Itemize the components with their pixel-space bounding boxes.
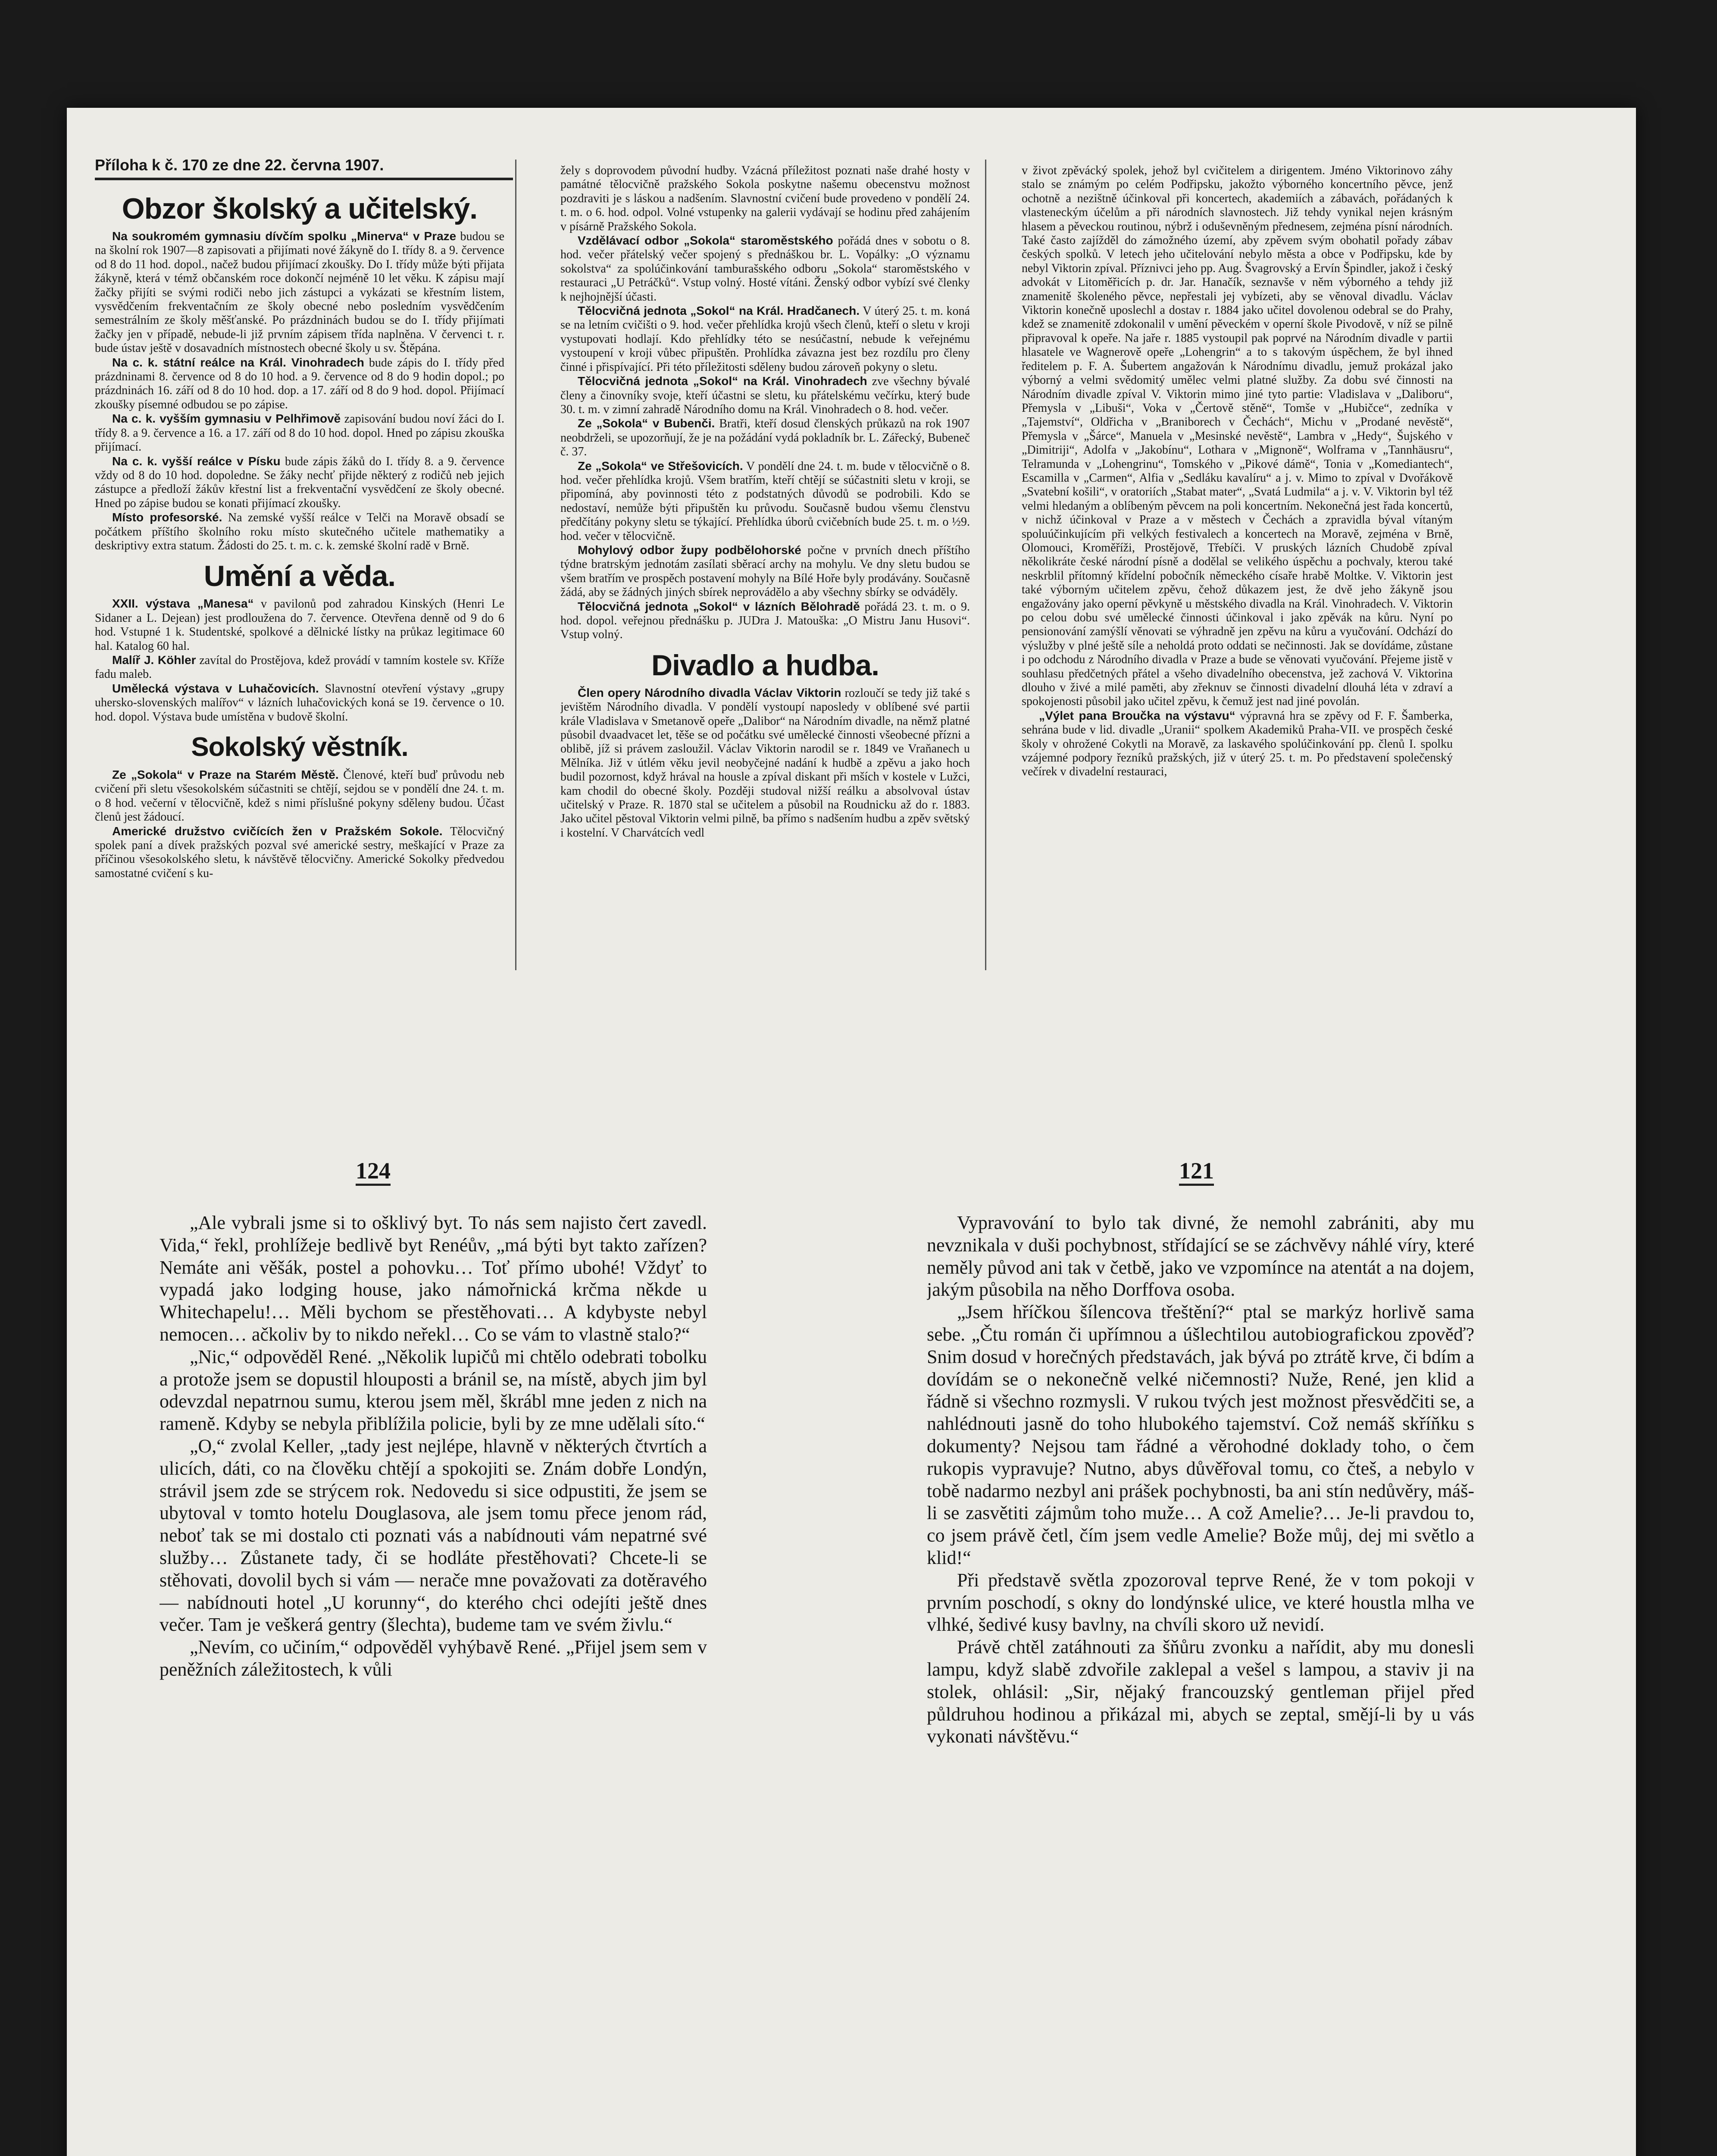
article: Ze „Sokola“ v Praze na Starém Městě. Členové, kteří buď průvodu neb cvičení při sletu všesokolském súčastniti se chtějí, sejdou se v pondělí dne 24. t. m. o 8 hod. večerní v tělocvičně, kdež s nimi příslušné pokyny sděleny budou. Účast členů jest žádoucí. — [95, 768, 504, 824]
article: Na c. k. vyšším gymnasiu v Pelhřimově zapisování budou noví žáci do I. třídy 8. a 9. července a 16. a 17. září od 8 do 10 hod. dopol. Hned po zápisu zkouška přijímací. — [95, 412, 504, 454]
article: Tělocvičná jednota „Sokol“ v lázních Bělohradě pořádá 23. t. m. o 9. hod. dopol. veřejnou přednášku p. JUDra J. Matouška: „O Mistru Janu Husovi“. Vstup volný. — [560, 599, 970, 642]
supplement-header: Příloha k č. 170 ze dne 22. června 1907. — [95, 156, 513, 180]
section-title-theatre: Divadlo a hudba. — [651, 649, 879, 682]
article: Člen opery Národního divadla Václav Viktorin rozloučí se tedy již také s jevištěm Národního divadla. V pondělí vystoupí naposledy v oblíbené své partii krále Vladislava v Smetanově opeře „Dalibor“ na Národním divadle, na němž platné působil dvaadvacet let, těše se od počátku své umělecké činnosti všeobecné přízni a oblibě, jíž si právem zasloužil. Václav Viktorin narodil se r. 1849 ve Vraňanech u Mělníka. Již v útlém věku jevil neobyčejné nadání k hudbě a zpěvu a jako hoch budil pozornost, když hrával na housle a zpíval diskant při mších v kostele v Lužci, kam chodil do obecné školy. Později studoval nižší reálku a absolvoval ústav učitelský v Praze. R. 1870 stal se učitelem a působil na Roudnicku až do r. 1883. Jako učitel pěstoval Viktorin velmi pilně, ba přímo s nadšením hudbu a zpěv světský i kostelní. V Charvátcích vedl — [560, 686, 970, 840]
column-divider — [515, 160, 516, 970]
column-2 — [560, 164, 970, 979]
paragraph: „Nevím, co učiním,“ odpověděl vyhýbavě René. „Přijel jsem sem v peněžních záležitostech, k vůli — [160, 1636, 707, 1680]
article: Vzdělávací odbor „Sokola“ staroměstského pořádá dnes v sobotu o 8. hod. večer přátelský večer spojený s přednáškou br. L. Vopálky: „O významu sokolstva“ za spolúčinkování tamburašského odboru „Sokola“ staroměstského v restauraci „U Petráčků“. Vstup volný. Hosté vítáni. Ženský odbor vybízí své členky k nejhojnější účasti. — [560, 234, 970, 304]
article: „Výlet pana Broučka na výstavu“ výpravná hra se zpěvy od F. F. Šamberka, sehrána bude v lid. divadle „Uranii“ spolkem Akademiků Praha-VII. ve prospěch české školy v ohrožené Cokytli na Moravě, za laskavého spolúčinkování pp. členů I. spolku vzájemné podpory řezníků pražských, již v úterý 25. t. m. Po představení společenský večírek v divadelní restauraci, — [1022, 708, 1453, 779]
paragraph: Při představě světla zpozoroval teprve René, že v tom pokoji v prvním poschodí, s okny do londýnské ulice, ve které houstla mlha ve vlhké, šedivé kusy bavlny, na chvíli skoro už nevidí. — [927, 1569, 1474, 1636]
column-divider — [985, 160, 986, 970]
article: Na c. k. vyšší reálce v Písku bude zápis žáků do I. třídy 8. a 9. července vždy od 8 do 10 hod. dopoledne. Se žáky nechť přijde některý z rodičů neb jejich zástupce a předloží žákův křestní list a frekventační vysvědčení ze školy obecné. Hned po zápise budou se konati přijímací zkoušky. — [95, 454, 504, 510]
article: Ze „Sokola“ v Bubenči. Bratři, kteří dosud členských průkazů na rok 1907 neobdrželi, se upozorňují, že je na požádání vydá pokladník br. L. Zářecký, Bubeneč č. 37. — [560, 417, 970, 459]
article: Tělocvičná jednota „Sokol“ na Král. Vinohradech zve všechny bývalé členy a činovníky svoje, kteří účastni se sletu, ku přátelskému večírku, který bude 30. t. m. v zimní zahradě Národního domu na Král. Vinohradech o 8. hod. večer. — [560, 374, 970, 416]
article: Mohylový odbor župy podbělohorské počne v prvních dnech příštího týdne bratrským jednotám zasílati sběrací archy na mohylu. Ve dny sletu budou se všem bratřím ve prospěch postavení mohyly na Bílé Hoře byly prodávány. Současně žádá, aby se žádných jiných sbírek neprovádělo a aby všechny sbírky se odváděly. — [560, 543, 970, 599]
column-1 — [95, 185, 504, 1000]
article: Umělecká výstava v Luhačovicích. Slavnostní otevření výstavy „grupy uhersko-slovenských malířov“ v lázních luhačovických koná se 19. července o 10. hod. dopol. Výstava bude umístěna v budově školní. — [95, 681, 504, 724]
paragraph: „Nic,“ odpověděl René. „Několik lupičů mi chtělo odebrati tobolku a protože jsem se dopustil hlouposti a bránil se, na místě, abych jim byl odevzdal nepatrnou sumu, kterou jsem měl, škrábl mne jeden z nich na rameně. Kdyby se nebyla přiblížila policie, byli by ze mne udělali síto.“ — [160, 1346, 707, 1435]
article: Americké družstvo cvičících žen v Pražském Sokole. Tělocvičný spolek paní a dívek pražských pozval své americké sestry, meškající v Praze za příčinou všesokolského sletu, k návštěvě tělocvičny. Americké Sokolky předvedou samostatné cvičení s ku- — [95, 824, 504, 880]
page-number-right: 121 — [1179, 1158, 1214, 1186]
paragraph: „Ale vybrali jsme si to ošklivý byt. To nás sem najisto čert zavedl. Vida,“ řekl, prohlížeje bedlivě byt Renéův, „má býti byt takto zařízen? Nemáte ani věšák, postel a pohovku… Toť přímo ubohé! Vždyť to vypadá jako lodging house, jako námořnická krčma někde u Whitechapelu!… Měli bychom se přestěhovati… A kdybyste nebyl nemocen… ačkoliv by to nikdo neřekl… Co se vám to vlastně stalo?“ — [160, 1212, 707, 1345]
paragraph: „Jsem hříčkou šílencova třeštění?“ ptal se markýz horlivě sama sebe. „Čtu román či upřímnou a úšlechtilou autobiografickou zpověď? Snim dosud v horečných představách, jak bývá po ztrátě krve, či bdím a dovídám se o nekonečně velké ničemnosti? Nuže, René, jen klid a řádně si všechno rozmysli. V rukou tvých jest možnost přesvědčiti se, a nahlédnouti jasně do toho hlubokého tajemství. Což nemáš skříňku s dokumenty? Nejsou tam řádné a věrohodné doklady toho, o čem rukopis vypravuje? Nutno, abys důvěřoval tomu, co čteš, a nebylo v tobě nadarmo nezbyl ani prášek pochybnosti, ba ani stín nedůvěry, máš-li se zasvětiti zájmům toho muže… A což Amelie?… Je-li pravdou to, co jsem právě četl, čím jsem vedle Amelie? Bože můj, dej mi světlo a klid!“ — [927, 1301, 1474, 1568]
article: Na c. k. státní reálce na Král. Vinohradech bude zápis do I. třídy před prázdninami 8. července od 8 do 10 hod. a 9. července od 8 do 9 hodin dopol.; po prázdninách 16. září od 8 do 10 hod. dop. a 17. září od 8 do 9 hod. dopol. Přijímací zkoušky písemné odbudou se po zápise. — [95, 355, 504, 411]
novel-page-right — [927, 1212, 1474, 2156]
article: Ze „Sokola“ ve Střešovicích. V pondělí dne 24. t. m. bude v tělocvičně o 8. hod. večer přehlídka krojů. Všem bratřím, kteří chtějí se súčastniti sletu v kroji, se připomíná, aby povinnosti této z podstatných důvodů se podrobili. Kdo se nedostaví, nemůže býti připuštěn ku průvodu. Současně budou všemu členstvu předčítány pokyny sletu se týkající. Přehlídka úborů cvičebních bude 25. t. m. o ½9. hod. večer v tělocvičně. — [560, 459, 970, 543]
paragraph: Právě chtěl zatáhnouti za šňůru zvonku a nařídit, aby mu donesli lampu, když slabě zdvořile zaklepal a vešel s lampou, a staviv ji na stolek, ohlásil: „Sir, nějaký francouzský gentleman přijel před půldruhou hodinou a přikázal mi, abych se zeptal, smějí-li by u vás vykonati návštěvu.“ — [927, 1636, 1474, 1747]
article: Místo profesorské. Na zemské vyšší reálce v Telči na Moravě obsadí se počátkem příštího školního roku místo skutečného učitele mathematiky a deskriptivy extra statum. Žádosti do 25. t. m. c. k. zemské školní radě v Brně. — [95, 511, 504, 552]
article: Na soukromém gymnasiu dívčím spolku „Minerva“ v Praze budou se na školní rok 1907—8 zapisovati a přijímati nové žákyně do I. třídy 8. a 9. července od 8 do 11 hod. dopol., načež budou přijímací zkoušky. Do I. třídy může býti přijata žákyně, která v témž občanském roce dokončí nejméně 10 let věku. K zápisu mají žačky přijíti se svými rodiči nebo jich zástupci a vykázati se křestním listem, vysvědčením frekventačním ze školy obecné nebo posledním vysvědčením semestrálním ze školy měšťanské. Po prázdninách budou se do I. třídy přijímati žačky jen v případě, nebude-li již prvním zápisem třída naplněna. V červenci t. r. bude ústav ještě v dosavadních místnostech obecné školy u sv. Štěpána. — [95, 229, 504, 355]
section-title-school: Obzor školský a učitelský. — [122, 192, 478, 225]
section-title-sokol: Sokolský věstník. — [191, 732, 408, 762]
article: v život zpěvácký spolek, jehož byl cvičitelem a dirigentem. Jméno Viktorinovo záhy stalo se známým po celém Podřipsku, jakožto výborného koncertního pěvce, jenž ochotně a nezištně účinkoval při koncertech, akademiích a zábavách, pořádaných k vlasteneckým účelům a při národních slavnostech. Již tehdy vynikal nejen krásným hlasem a pěveckou routinou, nýbrž i oduševněným přednesem, zejména písní národních. Také často zajížděl do zámožného území, aby zpěvem svým obohatil pořady zábav českých spolků. V letech jeho učitelování nebylo města a obce v Podřipsku, kde by nebyl Viktorin zpíval. Příznivci jeho pp. Aug. Švagrovský a Ervín Špindler, jakož i český advokát v Litoměřicích p. dr. Jar. Hanačík, seznavše v něm výborného a tehdy již znamenitě školeného pěvce, nepřestali jej vybízeti, aby se věnoval divadlu. Václav Viktorin konečně uposlechl a dostav r. 1884 jako učitel dovolenou odebral se do Prahy, kdež se znamenitě zdokonalil v umění pěveckém v operní škole Pivodově, v níž se pilně připravoval k opeře. Na jaře r. 1885 vystoupil pak poprvé na Národním divadle v partii hlasatele ve Wagnerově opeře „Lohengrin“ a to s takovým úspěchem, že byl ihned ředitelem p. F. A. Šubertem angažován k Národnímu divadlu, jemuž prokázal jako výborný a velmi svědomitý umělec velmi platné služby. Za dobu své činnosti na Národním divadle zpíval V. Viktorin mimo jiné tyto partie: Vladislava v „Daliboru“, Přemysla v „Libuši“, Voka v „Čertově stěně“, Tomše v „Hubičce“, zedníka v „Tajemství“, Oldřicha v „Braniborech v Čechách“, Michu v „Prodané nevěstě“, Přemysla v „Šárce“, Manuela v „Mesinské nevěstě“, Lambra v „Hedy“, Šujského v „Dimitriji“, Adolfa v „Jakobínu“, Lothara v „Mignoně“, Wolframa v „Tannhäusru“, Telramunda v „Lohengrinu“, Tomského v „Pikové dámě“, Tonia v „Komediantech“, Escamilla v „Carmen“, Alfia v „Sedláku kavalíru“ a j. v. Mimo to zpíval v Dvořákově „Svatební košili“, v oratoriích „Stabat mater“, „Svatá Ludmila“ a j. v. V. Viktorin byl též velmi hledaným a oblíbeným pěvcem na poli koncertním. Nekonečná jest řada koncertů, v nichž účinkoval v Praze a v městech v Čechách a zpravidla býval vítaným spoluúčinkujícím při velkých festivalech a koncertech na Moravě, zejména v Brně, Olomouci, Kroměříži, Prostějově, Třebíči. V pruských lázních Chudobě zpíval několikráte české národní písně a dodělal se velikého úspěchu a pochvaly, kterou také neskrblil přítomný křídelní pobočník německého císaře hrabě Moltke. V. Viktorin jest také výborným učitelem zpěvu, čehož důkazem jest, že dvě jeho žákyně jsou engažovány jako operní pěvkyně u městského divadla na Král. Vinohradech. V. Viktorin po celou dobu své umělecké činnosti účinkoval i jako zpěvák na kůru. Nyní po pensionování zamýšlí věnovati se výhradně jen zpěvu na kůru a vyučování. Odchází do výslužby v plné ještě síle a neholdá proto oddati se nečinnosti. Jak se dovídáme, zůstane i po odchodu z Národního divadla v Praze a bude se věnovati vyučování. Přejeme jistě v souhlasu předčetných přátel a všeho divadelního obecenstva, jež zachová V. Viktorina dlouho v živé a milé paměti, aby zřeknuv se činnosti divadelní dlouhá léta v zdraví a spokojenosti působil jako učitel zpěvu, k čemuž jest nad jiné povolán. — [1022, 164, 1453, 708]
paragraph: Vypravování to bylo tak divné, že nemohl zabrániti, aby mu nevznikala v duši pochybnost, střídající se se záchvěvy náhlé víry, které neměly původ ani tak v četbě, jako ve vzpomínce na atentát a na dojem, jakým působila na něho Dorffova osoba. — [927, 1212, 1474, 1300]
article: Tělocvičná jednota „Sokol“ na Král. Hradčanech. V úterý 25. t. m. koná se na letním cvičišti o 9. hod. večer přehlídka krojů všech členů, kteří o sletu v kroji vystupovati hodlají. Kdo přehlídky této se nesúčastní, nebude k veřejnému vystoupení v kroji vůbec připuštěn. Prohlídka závazna jest bez rozdílu pro členy činné i přispívající. Při této příležitosti sděleny budou zároveň pokyny o sletu. — [560, 304, 970, 374]
paragraph: „O,“ zvolal Keller, „tady jest nejlépe, hlavně v některých čtvrtích a ulicích, dáti, co na člověku chtějí a spokojiti se. Znám dobře Londýn, strávil jsem zde se strýcem rok. Nedovedu si sice odpustiti, že jsem se ubytoval v tomto hotelu Douglasova, ale jsem tomu přece jenom rád, neboť tak se mi dostalo cti poznati vás a nabídnouti vám nepatrné své služby… Zůstanete tady, či se hodláte přestěhovati? Chcete-li se stěhovati, dovolil bych si vám — nerače mne považovati za dotěravého — nabídnouti hotel „U korunny“, do kterého chci odejíti ještě dnes večer. Tam je veškerá gentry (šlechta), budeme tam ve svém živlu.“ — [160, 1435, 707, 1636]
page-number-left: 124 — [356, 1158, 391, 1186]
novel-page-left — [160, 1212, 707, 2156]
article: Malíř J. Köhler zavítal do Prostějova, kdež provádí v tamním kostele sv. Kříže fadu maleb. — [95, 653, 504, 681]
article: XXII. výstava „Manesa“ v pavilonů pod zahradou Kinských (Henri Le Sidaner a L. Dejean) jest prodloužena do 7. července. Otevřena denně od 9 do 6 hod. Vstupné 1 k. Studentské, spolkové a dělnické lístky na průkaz legitimace 60 hal. Katalog 60 hal. — [95, 597, 504, 653]
article: žely s doprovodem původní hudby. Vzácná příležitost poznati naše drahé hosty v památné tělocvičně pražského Sokola poskytne našemu obecenstvu možnost pozdraviti je s láskou a nadšením. Slavnostní cvičení bude provedeno v pondělí 24. t. m. o 6. hod. odpol. Volné vstupenky na galerii vydávají se hodinu před zahájením v písárně Pražského Sokola. — [560, 164, 970, 233]
column-3 — [1022, 164, 1453, 979]
section-title-art: Umění a věda. — [203, 560, 396, 593]
